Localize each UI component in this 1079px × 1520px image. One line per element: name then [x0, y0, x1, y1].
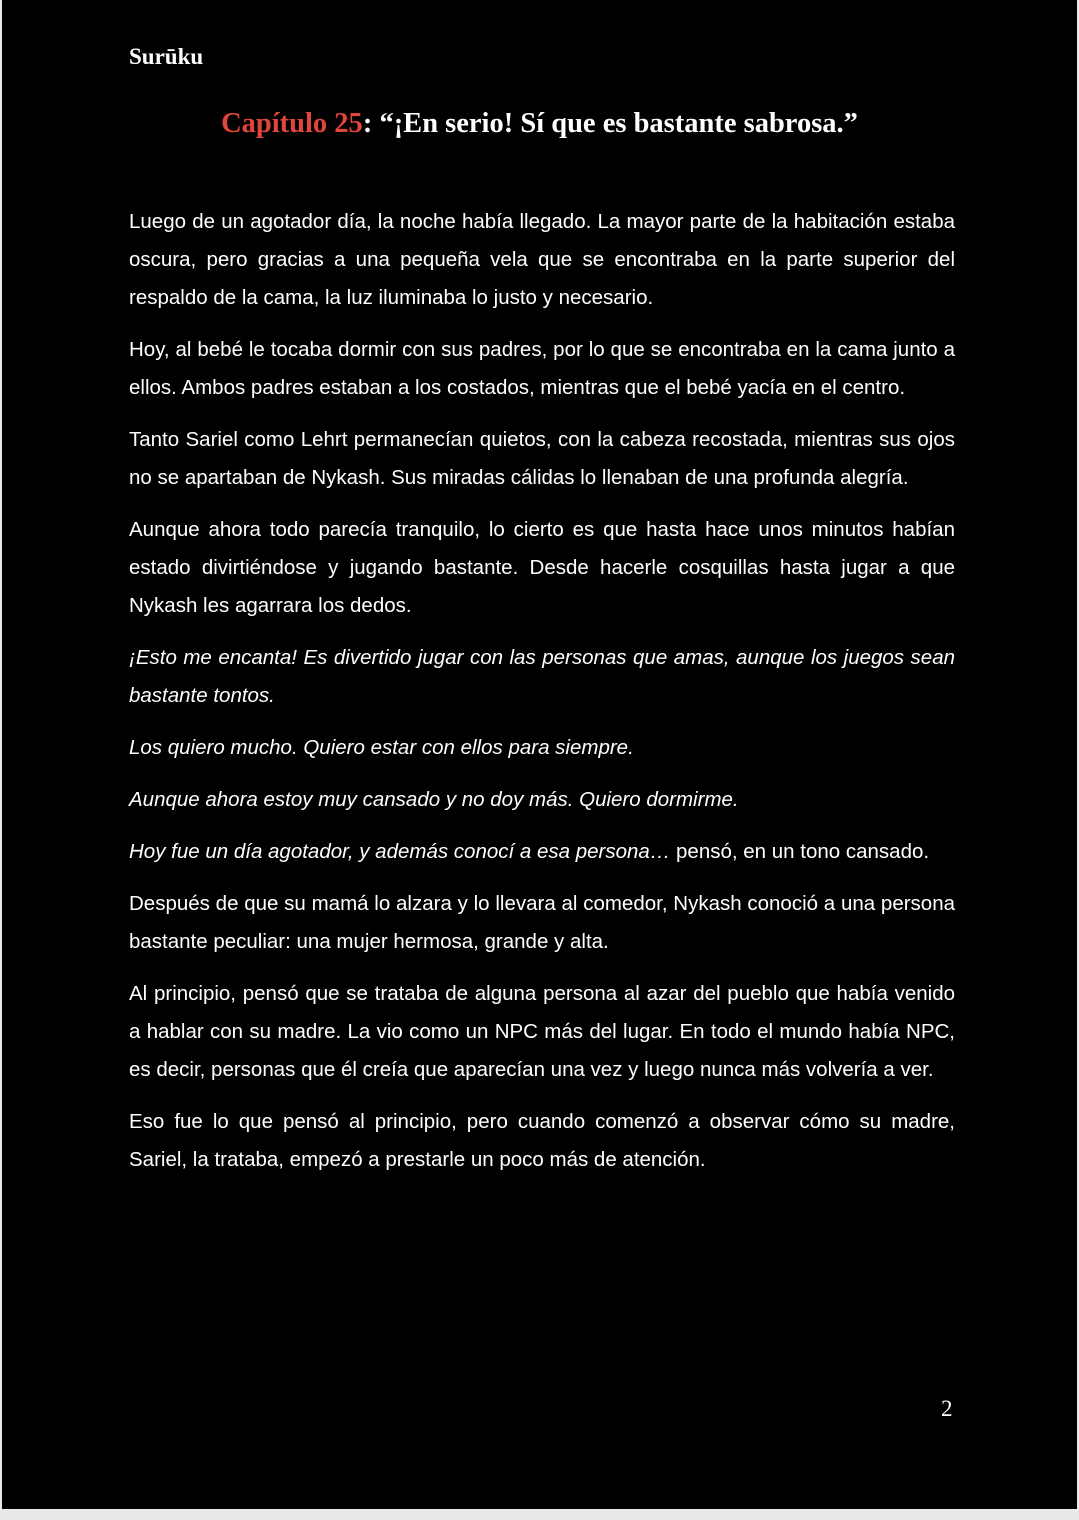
paragraph: Luego de un agotador día, la noche había llegado. La mayor parte de la habitación estaba oscura, pero gracias a una pequeña vela que se encontraba en la parte superior del respaldo de la cama, la luz iluminaba lo justo y necesario. [129, 210, 955, 309]
chapter-title: “¡En serio! Sí que es bastante sabrosa.” [379, 108, 858, 139]
paragraph: Al principio, pensó que se trataba de alguna persona al azar del pueblo que había venido a hablar con su madre. La vio como un NPC más del lugar. En todo el mundo había NPC, es decir, personas que él creía que aparecían una vez y luego nunca más volvería a ver. [129, 982, 955, 1081]
page-number: 2 [941, 1396, 953, 1421]
document-page [2, 0, 1077, 1509]
narration-text: pensó, en un tono cansado. [670, 840, 930, 863]
thought-text: Hoy fue un día agotador, y además conocí a esa persona… [129, 840, 671, 863]
running-header: Surūku [129, 44, 204, 69]
paragraph: Hoy, al bebé le tocaba dormir con sus padres, por lo que se encontraba en la cama junto a ellos. Ambos padres estaban a los costados, mientras que el bebé yacía en el centro. [129, 338, 955, 399]
chapter-body [129, 203, 955, 1193]
chapter-separator: : [362, 108, 380, 139]
chapter-heading [2, 108, 1077, 140]
thought-paragraph: ¡Esto me encanta! Es divertido jugar con las personas que amas, aunque los juegos sean bastante tontos. [129, 646, 955, 707]
paragraph: Tanto Sariel como Lehrt permanecían quietos, con la cabeza recostada, mientras sus ojos no se apartaban de Nykash. Sus miradas cálidas lo llenaban de una profunda alegría. [129, 428, 955, 489]
thought-paragraph: Aunque ahora estoy muy cansado y no doy más. Quiero dormirme. [129, 788, 739, 811]
thought-paragraph: Los quiero mucho. Quiero estar con ellos para siempre. [129, 736, 634, 759]
paragraph: Aunque ahora todo parecía tranquilo, lo cierto es que hasta hace unos minutos habían estado divirtiéndose y jugando bastante. Desde hacerle cosquillas hasta jugar a que Nykash les agarrara los dedos. [129, 518, 955, 617]
chapter-number: Capítulo 25 [221, 108, 363, 139]
paragraph: Eso fue lo que pensó al principio, pero cuando comenzó a observar cómo su madre, Sariel, la trataba, empezó a prestarle un poco más de atención. [129, 1110, 955, 1171]
paragraph [129, 833, 955, 871]
paragraph: Después de que su mamá lo alzara y lo llevara al comedor, Nykash conoció a una persona bastante peculiar: una mujer hermosa, grande y alta. [129, 892, 955, 953]
